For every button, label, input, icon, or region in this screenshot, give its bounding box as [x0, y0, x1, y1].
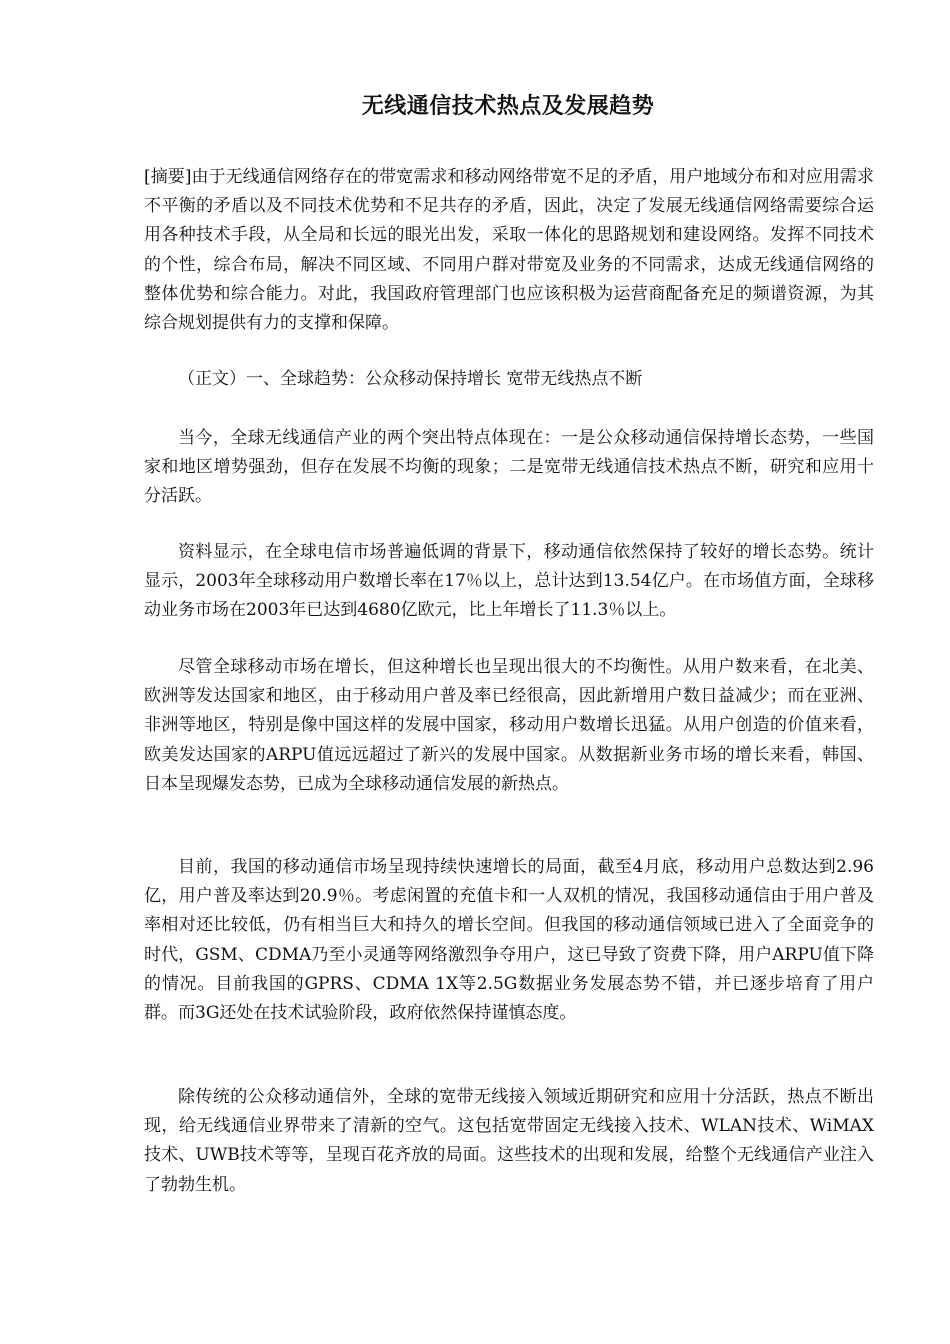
section-heading: （正文）一、全球趋势：公众移动保持增长 宽带无线热点不断	[178, 369, 643, 389]
body-paragraph: 除传统的公众移动通信外，全球的宽带无线接入领域近期研究和应用十分活跃，热点不断出现，给无线通信业界带来了清新的空气。这包括宽带固定无线接入技术、WLAN技术、WiMAX技术、UWB技术等等，呈现百花齐放的局面。这些技术的出现和发展，给整个无线通信产业注入了勃勃生机。	[144, 1087, 874, 1195]
body-paragraph: 目前，我国的移动通信市场呈现持续快速增长的局面，截至4月底，移动用户总数达到2.96亿，用户普及率达到20.9％。考虑闲置的充值卡和一人双机的情况，我国移动通信由于用户普及率相对还比较低，仍有相当巨大和持久的增长空间。但我国的移动通信领域已进入了全面竞争的时代，GSM、CDMA乃至小灵通等网络激烈争夺用户，这已导致了资费下降，用户ARPU值下降的情况。目前我国的GPRS、CDMA 1X等2.5G数据业务发展态势不错，并已逐步培育了用户群。而3G还处在技术试验阶段，政府依然保持谨慎态度。	[144, 857, 874, 1024]
body-paragraph: 尽管全球移动市场在增长，但这种增长也呈现出很大的不均衡性。从用户数来看，在北美、欧洲等发达国家和地区，由于移动用户普及率已经很高，因此新增用户数日益减少；而在亚洲、非洲等地区，特别是像中国这样的发展中国家，移动用户数增长迅猛。从用户创造的价值来看，欧美发达国家的ARPU值远远超过了新兴的发展中国家。从数据新业务市场的增长来看，韩国、日本呈现爆发态势，已成为全球移动通信发展的新热点。	[144, 657, 874, 794]
body-paragraph: 资料显示，在全球电信市场普遍低调的背景下，移动通信依然保持了较好的增长态势。统计显示，2003年全球移动用户数增长率在17％以上，总计达到13.54亿户。在市场值方面，全球移动业务市场在2003年已达到4680亿欧元，比上年增长了11.3％以上。	[144, 542, 874, 621]
document-title: 无线通信技术热点及发展趋势	[361, 93, 655, 119]
abstract-paragraph: [摘要]由于无线通信网络存在的带宽需求和移动网络带宽不足的矛盾，用户地域分布和对应用需求不平衡的矛盾以及不同技术优势和不足共存的矛盾，因此，决定了发展无线通信网络需要综合运用各种技术手段，从全局和长远的眼光出发，采取一体化的思路规划和建设网络。发挥不同技术的个性，综合布局，解决不同区域、不同用户群对带宽及业务的不同需求，达成无线通信网络的整体优势和综合能力。对此，我国政府管理部门也应该积极为运营商配备充足的频谱资源，为其综合规划提供有力的支撑和保障。	[144, 167, 874, 334]
body-paragraph: 当今，全球无线通信产业的两个突出特点体现在：一是公众移动通信保持增长态势，一些国家和地区增势强劲，但存在发展不均衡的现象；二是宽带无线通信技术热点不断，研究和应用十分活跃。	[144, 428, 874, 507]
